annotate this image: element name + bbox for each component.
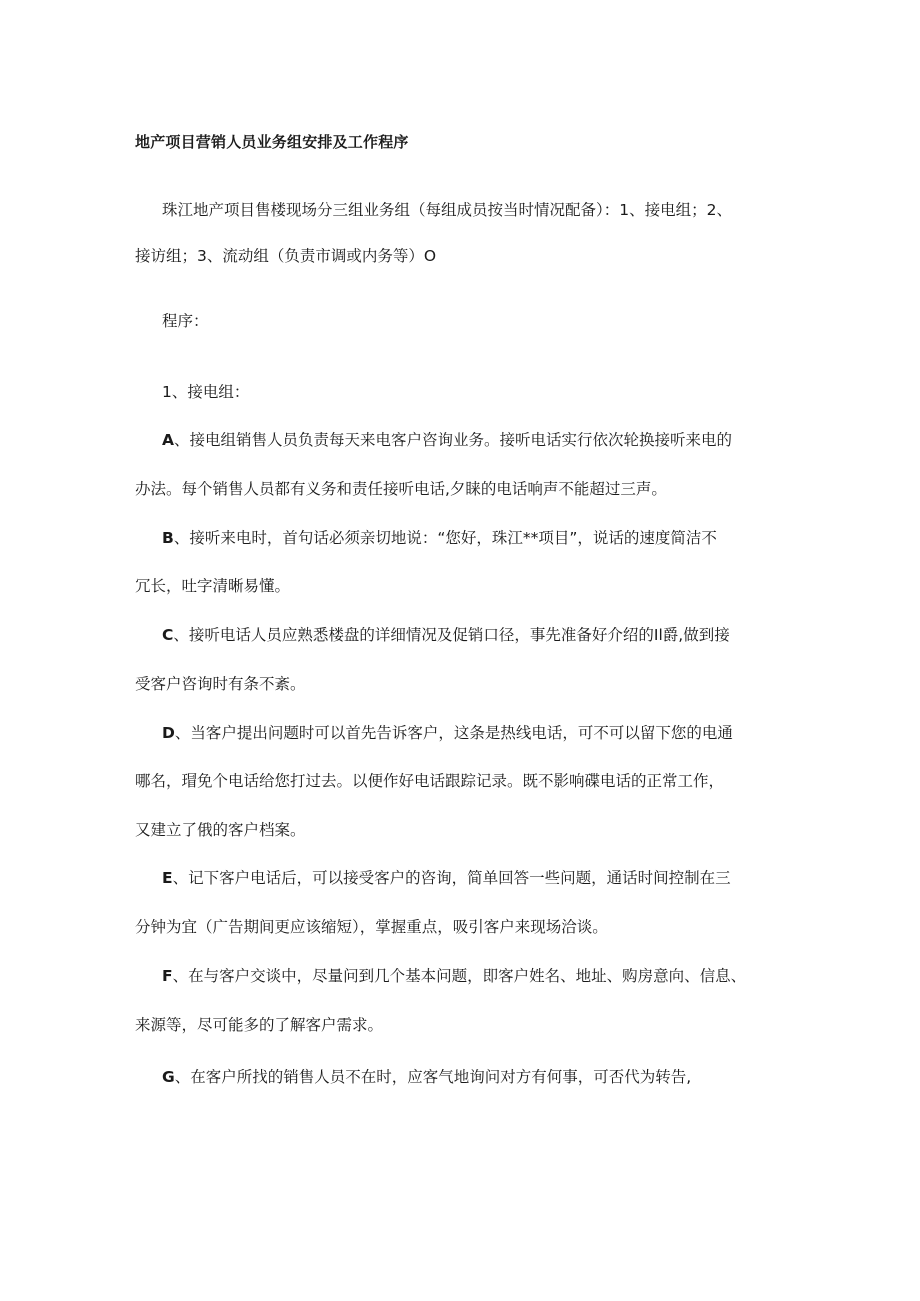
item-c-text-1: 、接听电话人员应熟悉楼盘的详细情况及促销口径，事先准备好介绍的Il爵,做到接 [173, 626, 730, 644]
item-e-line-1 [162, 867, 731, 889]
item-g-text-1: 、在客户所找的销售人员不在时，应客气地询问对方有何事，可否代为转告, [174, 1068, 692, 1086]
item-c-line-1 [162, 624, 730, 646]
item-f-line-1 [162, 965, 746, 987]
item-d-line-2: 哪名，瑁免个电话给您打过去。以便作好电话跟踪记录。既不影响碟电话的正常工作， [135, 772, 725, 790]
item-d-line-3: 又建立了俄的客户档案。 [135, 821, 306, 839]
item-g-label: G [162, 1068, 175, 1086]
item-b-label: B [162, 529, 174, 547]
item-f-text-1: 、在与客户交谈中，尽量问到几个基本问题，即客户姓名、地址、购房意向、信息、 [172, 967, 747, 985]
item-d-line-1 [162, 722, 733, 744]
intro-line-2: 接访组；3、流动组（负责市调或内务等）O [135, 247, 437, 265]
item-g-line-1 [162, 1066, 691, 1088]
item-a-line-1 [162, 429, 732, 451]
document-title: 地产项目营销人员业务组安排及工作程序 [135, 133, 409, 151]
intro-line-1: 珠江地产项目售楼现场分三组业务组（每组成员按当时情况配备）：1、接电组；2、 [162, 201, 732, 219]
item-a-text-1: 、接电组销售人员负责每天来电客户咨询业务。接听电话实行依次轮换接听来电的 [174, 431, 733, 449]
item-e-label: E [162, 869, 173, 887]
item-f-line-2: 来源等，尽可能多的了解客户需求。 [135, 1016, 384, 1034]
item-d-text-1: 、当客户提出问题时可以首先告诉客户，这条是热线电话，可不可以留下您的电通 [174, 724, 733, 742]
item-e-line-2: 分钟为宜（广告期间更应该缩短），掌握重点，吸引客户来现场洽谈。 [135, 918, 608, 936]
item-c-label: C [162, 626, 174, 644]
item-c-line-2: 受客户咨询时有条不紊。 [135, 675, 306, 693]
item-d-label: D [162, 724, 175, 742]
item-f-label: F [162, 967, 173, 985]
item-b-line-1 [162, 527, 717, 549]
program-heading: 程序： [162, 312, 209, 330]
item-a-label: A [162, 431, 174, 449]
group1-heading: 1、接电组： [162, 383, 250, 401]
item-b-text-1: 、接听来电时，首句话必须亲切地说：“您好，珠江**项目”，说话的速度简洁不 [173, 529, 717, 547]
item-b-line-2: 冗长，吐字清晰易懂。 [135, 577, 291, 595]
item-e-text-1: 、记下客户电话后，可以接受客户的咨询，简单回答一些问题，通话时间控制在三 [172, 869, 731, 887]
item-a-line-2: 办法。每个销售人员都有义务和责任接听电话,夕睐的电话响声不能超过三声。 [135, 480, 667, 498]
